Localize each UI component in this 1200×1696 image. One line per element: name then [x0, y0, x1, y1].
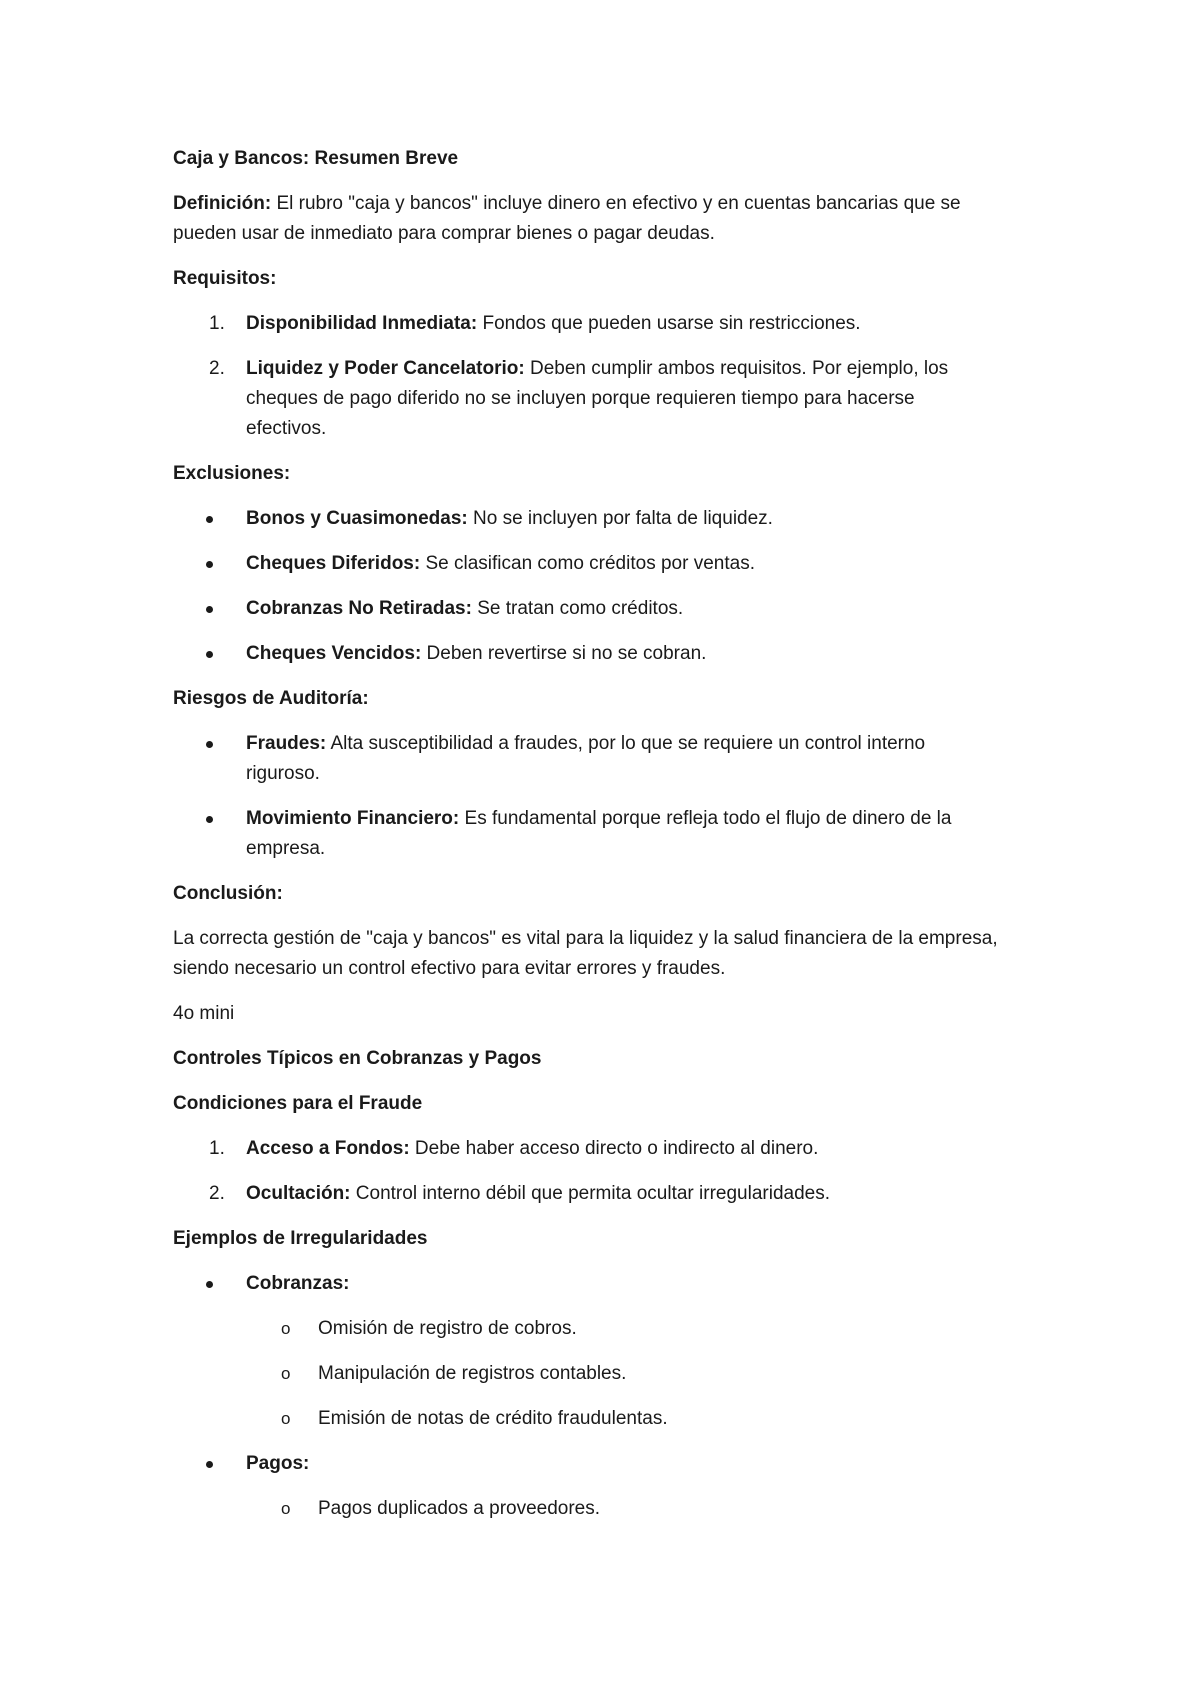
exclusion-label: Cobranzas No Retiradas: [246, 598, 472, 619]
exclusion-item [173, 639, 1000, 669]
conclusion-text: La correcta gestión de "caja y bancos" es vital para la liquidez y la salud financiera de la empresa, siendo necesario un control efectivo para evitar errores y fraudes. [173, 928, 998, 979]
sub-list-item [173, 1359, 1000, 1389]
sub-list-item [173, 1494, 1000, 1524]
requisito-text: Deben cumplir ambos requisitos. Por ejemplo, los cheques de pago diferido no se incluyen porque requieren tiempo para hacerse efectivos. [246, 358, 949, 439]
sub-list-text: Emisión de notas de crédito fraudulentas. [318, 1408, 668, 1429]
exclusion-item [173, 549, 1000, 579]
controles-heading: Controles Típicos en Cobranzas y Pagos [173, 1048, 542, 1069]
ejemplo-group-pagos [173, 1449, 1000, 1479]
definicion-text: El rubro "caja y bancos" incluye dinero en efectivo y en cuentas bancarias que se pueden usar de inmediato para comprar bienes o pagar deudas. [173, 193, 961, 244]
sub-list-text: Pagos duplicados a proveedores. [318, 1498, 601, 1519]
exclusion-item [173, 594, 1000, 624]
bullet-icon [206, 1461, 213, 1468]
condicion-label: Acceso a Fondos: [246, 1138, 410, 1159]
requisito-label: Liquidez y Poder Cancelatorio: [246, 358, 525, 379]
list-number: 2. [209, 358, 225, 379]
requisito-text: Fondos que pueden usarse sin restricciones. [477, 313, 861, 334]
bullet-icon [206, 741, 213, 748]
condicion-text: Debe haber acceso directo o indirecto al dinero. [409, 1138, 819, 1159]
conclusion-heading: Conclusión: [173, 883, 283, 904]
bullet-icon [206, 516, 213, 523]
bullet-icon [206, 1281, 213, 1288]
sub-list-item [173, 1314, 1000, 1344]
sub-bullet-icon: o [281, 1364, 291, 1383]
requisito-item-1 [173, 309, 1000, 339]
exclusion-text: Se clasifican como créditos por ventas. [420, 553, 755, 574]
sub-bullet-icon: o [281, 1409, 291, 1428]
exclusion-text: No se incluyen por falta de liquidez. [467, 508, 773, 529]
requisito-item-2 [173, 354, 1000, 444]
exclusion-text: Se tratan como créditos. [471, 598, 684, 619]
exclusion-label: Cheques Vencidos: [246, 643, 422, 664]
ejemplos-heading: Ejemplos de Irregularidades [173, 1228, 428, 1249]
ejemplo-group-label: Pagos: [246, 1453, 310, 1474]
riesgo-item [173, 804, 1000, 864]
riesgo-item [173, 729, 1000, 789]
condicion-label: Ocultación: [246, 1183, 351, 1204]
ejemplo-group-cobranzas [173, 1269, 1000, 1299]
list-number: 1. [209, 313, 225, 334]
riesgos-heading: Riesgos de Auditoría: [173, 688, 369, 709]
condicion-text: Control interno débil que permita ocultar irregularidades. [350, 1183, 830, 1204]
exclusion-label: Cheques Diferidos: [246, 553, 421, 574]
condicion-item-1 [173, 1134, 1000, 1164]
sub-bullet-icon: o [281, 1499, 291, 1518]
exclusion-item [173, 504, 1000, 534]
requisitos-heading: Requisitos: [173, 268, 277, 289]
sub-bullet-icon: o [281, 1319, 291, 1338]
bullet-icon [206, 606, 213, 613]
exclusiones-heading: Exclusiones: [173, 463, 291, 484]
bullet-icon [206, 651, 213, 658]
list-number: 1. [209, 1138, 225, 1159]
document-title: Caja y Bancos: Resumen Breve [173, 148, 459, 169]
bullet-icon [206, 816, 213, 823]
definicion-label: Definición: [173, 193, 272, 214]
riesgo-label: Movimiento Financiero: [246, 808, 460, 829]
definicion-paragraph [173, 189, 1000, 249]
riesgo-text: Es fundamental porque refleja todo el flujo de dinero de la empresa. [246, 808, 952, 859]
condiciones-heading: Condiciones para el Fraude [173, 1093, 423, 1114]
exclusion-text: Deben revertirse si no se cobran. [421, 643, 707, 664]
requisito-label: Disponibilidad Inmediata: [246, 313, 478, 334]
condicion-item-2 [173, 1179, 1000, 1209]
riesgo-text: Alta susceptibilidad a fraudes, por lo que se requiere un control interno riguroso. [246, 733, 926, 784]
list-number: 2. [209, 1183, 225, 1204]
riesgo-label: Fraudes: [246, 733, 327, 754]
sub-list-text: Manipulación de registros contables. [318, 1363, 627, 1384]
exclusion-label: Bonos y Cuasimonedas: [246, 508, 468, 529]
model-note: 4o mini [173, 1003, 235, 1024]
sub-list-text: Omisión de registro de cobros. [318, 1318, 577, 1339]
sub-list-item [173, 1404, 1000, 1434]
bullet-icon [206, 561, 213, 568]
ejemplo-group-label: Cobranzas: [246, 1273, 350, 1294]
